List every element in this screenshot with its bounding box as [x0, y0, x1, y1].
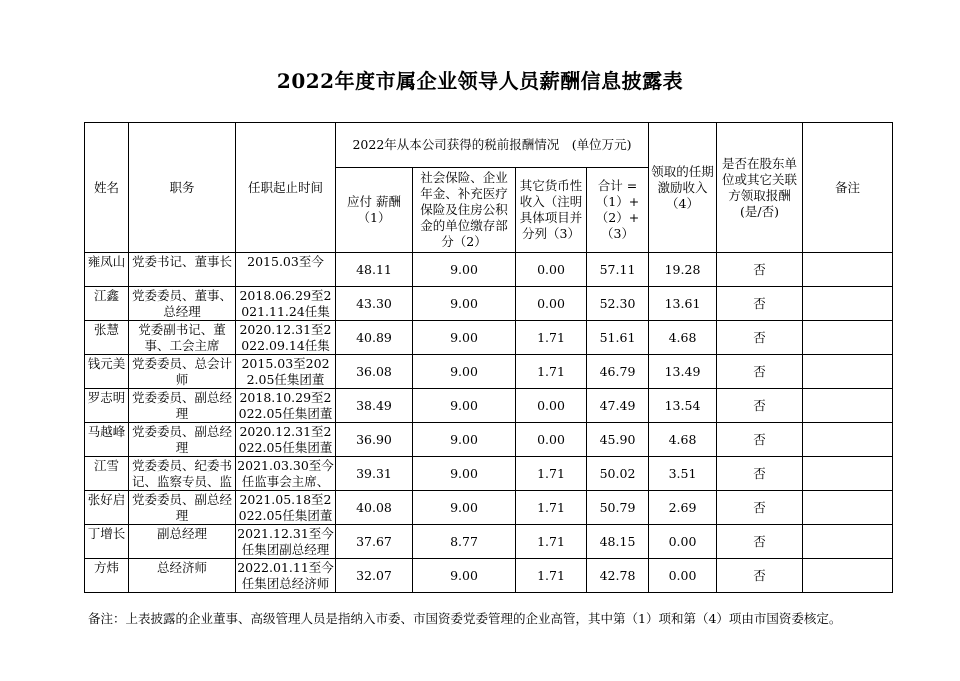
- cell-name: [85, 253, 129, 287]
- header-remark: 备注: [803, 123, 893, 253]
- table-row: [85, 321, 893, 355]
- cell-term-text: 2021.03.30至今任监事会主席、: [237, 458, 334, 489]
- cell-name: [85, 457, 129, 491]
- cell-name-text: 江鑫: [93, 288, 119, 303]
- header-position: 职务: [129, 123, 236, 253]
- cell-position-text: 党委委员、纪委书记、监察专员、监: [131, 458, 232, 489]
- cell-position-text: 副总经理: [156, 526, 207, 541]
- cell-related-party: 否: [717, 321, 803, 355]
- cell-incentive: 0.00: [649, 525, 717, 559]
- cell-salary: 36.08: [336, 355, 413, 389]
- cell-other-income: 1.71: [516, 321, 587, 355]
- cell-remark: [803, 389, 893, 423]
- cell-related-party: 否: [717, 253, 803, 287]
- cell-related-party: 否: [717, 525, 803, 559]
- cell-social-insurance: 9.00: [413, 355, 516, 389]
- cell-term: [236, 389, 336, 423]
- header-incentive: 领取的任期激励收入（4）: [649, 123, 717, 253]
- cell-remark: [803, 559, 893, 593]
- cell-related-party: 否: [717, 491, 803, 525]
- cell-total: 42.78: [587, 559, 649, 593]
- cell-name-text: 罗志明: [87, 390, 126, 405]
- cell-term-text: 2021.12.31至今任集团副总经理: [237, 526, 334, 557]
- cell-name-text: 张好启: [87, 492, 126, 507]
- cell-term-text: 2015.03至今: [247, 254, 324, 269]
- cell-other-income: 1.71: [516, 559, 587, 593]
- cell-name: [85, 321, 129, 355]
- table-row: [85, 253, 893, 287]
- header-other-income: 其它货币性收入（注明具体项目并分列（3）: [516, 168, 587, 253]
- cell-name-text: 张慧: [93, 322, 119, 337]
- cell-term: [236, 355, 336, 389]
- cell-position-text: 党委委员、副总经理: [131, 390, 232, 421]
- header-term: 任职起止时间: [236, 123, 336, 253]
- cell-salary: 37.67: [336, 525, 413, 559]
- table-row: [85, 559, 893, 593]
- header-social-insurance: 社会保险、企业年金、补充医疗保险及住房公积金的单位缴存部分（2）: [413, 168, 516, 253]
- cell-position: [129, 287, 236, 321]
- cell-term: [236, 525, 336, 559]
- cell-salary: 36.90: [336, 423, 413, 457]
- cell-total: 57.11: [587, 253, 649, 287]
- cell-position: [129, 253, 236, 287]
- cell-total: 50.02: [587, 457, 649, 491]
- header-name: 姓名: [85, 123, 129, 253]
- cell-related-party: 否: [717, 287, 803, 321]
- cell-salary: 40.08: [336, 491, 413, 525]
- cell-remark: [803, 525, 893, 559]
- cell-term: [236, 491, 336, 525]
- cell-total: 46.79: [587, 355, 649, 389]
- cell-social-insurance: 8.77: [413, 525, 516, 559]
- cell-term: [236, 423, 336, 457]
- cell-position: [129, 525, 236, 559]
- cell-salary: 32.07: [336, 559, 413, 593]
- cell-remark: [803, 491, 893, 525]
- cell-remark: [803, 321, 893, 355]
- cell-remark: [803, 423, 893, 457]
- cell-position-text: 党委委员、副总经理: [131, 424, 232, 455]
- cell-term: [236, 287, 336, 321]
- cell-position: [129, 389, 236, 423]
- cell-position-text: 党委委员、总会计师: [131, 356, 232, 387]
- cell-position-text: 党委委员、董事、总经理: [131, 288, 232, 319]
- footnote: 备注：上表披露的企业董事、高级管理人员是指纳入市委、市国资委党委管理的企业高管，其中第（1）项和第（4）项由市国资委核定。: [88, 611, 842, 626]
- cell-position: [129, 321, 236, 355]
- cell-related-party: 否: [717, 559, 803, 593]
- cell-total: 52.30: [587, 287, 649, 321]
- cell-social-insurance: 9.00: [413, 491, 516, 525]
- cell-term: [236, 321, 336, 355]
- header-salary: 应付 薪酬（1）: [336, 168, 413, 253]
- cell-other-income: 1.71: [516, 525, 587, 559]
- salary-disclosure-table: [84, 122, 893, 593]
- cell-term-text: 2022.01.11至今任集团总经济师: [237, 560, 334, 591]
- cell-position: [129, 491, 236, 525]
- cell-related-party: 否: [717, 457, 803, 491]
- cell-salary: 48.11: [336, 253, 413, 287]
- table-row: [85, 491, 893, 525]
- cell-term-text: 2020.12.31至2022.05任集团董: [238, 424, 333, 455]
- header-row-1: [85, 123, 893, 168]
- cell-name-text: 方炜: [93, 560, 119, 575]
- cell-name-text: 丁增长: [87, 526, 126, 541]
- cell-position: [129, 457, 236, 491]
- cell-related-party: 否: [717, 389, 803, 423]
- cell-position: [129, 559, 236, 593]
- cell-position: [129, 423, 236, 457]
- cell-term-text: 2021.05.18至2022.05任集团董: [238, 492, 333, 523]
- cell-term-text: 2018.06.29至2021.11.24任集: [239, 288, 332, 319]
- table-row: [85, 355, 893, 389]
- cell-term: [236, 457, 336, 491]
- cell-remark: [803, 457, 893, 491]
- header-total: 合计 =（1）+（2）+（3）: [587, 168, 649, 253]
- cell-salary: 38.49: [336, 389, 413, 423]
- cell-position-text: 党委副书记、董事、工会主席: [138, 322, 226, 353]
- cell-social-insurance: 9.00: [413, 389, 516, 423]
- cell-total: 45.90: [587, 423, 649, 457]
- cell-incentive: 13.61: [649, 287, 717, 321]
- cell-other-income: 1.71: [516, 491, 587, 525]
- cell-incentive: 19.28: [649, 253, 717, 287]
- cell-other-income: 0.00: [516, 389, 587, 423]
- cell-remark: [803, 287, 893, 321]
- cell-total: 50.79: [587, 491, 649, 525]
- cell-term-text: 2018.10.29至2022.05任集团董: [238, 390, 333, 421]
- cell-position-text: 党委书记、董事长: [131, 254, 232, 269]
- cell-term-text: 2020.12.31至2022.09.14任集: [239, 322, 332, 353]
- cell-term: [236, 559, 336, 593]
- cell-social-insurance: 9.00: [413, 287, 516, 321]
- cell-position: [129, 355, 236, 389]
- data-rows: [85, 253, 893, 593]
- cell-other-income: 0.00: [516, 253, 587, 287]
- cell-incentive: 13.54: [649, 389, 717, 423]
- cell-social-insurance: 9.00: [413, 321, 516, 355]
- cell-name: [85, 287, 129, 321]
- cell-other-income: 0.00: [516, 423, 587, 457]
- cell-total: 51.61: [587, 321, 649, 355]
- cell-incentive: 4.68: [649, 423, 717, 457]
- cell-related-party: 否: [717, 423, 803, 457]
- cell-social-insurance: 9.00: [413, 423, 516, 457]
- cell-other-income: 0.00: [516, 287, 587, 321]
- cell-total: 48.15: [587, 525, 649, 559]
- cell-salary: 40.89: [336, 321, 413, 355]
- cell-incentive: 2.69: [649, 491, 717, 525]
- cell-position-text: 党委委员、副总经理: [131, 492, 232, 523]
- cell-name: [85, 423, 129, 457]
- cell-incentive: 13.49: [649, 355, 717, 389]
- cell-incentive: 4.68: [649, 321, 717, 355]
- header-pay-group: 2022年从本公司获得的税前报酬情况 (单位万元): [336, 123, 649, 168]
- cell-remark: [803, 253, 893, 287]
- header-related-party: 是否在股东单位或其它关联方领取报酬(是/否): [717, 123, 803, 253]
- cell-total: 47.49: [587, 389, 649, 423]
- cell-name-text: 钱元美: [87, 356, 126, 371]
- cell-name: [85, 525, 129, 559]
- cell-social-insurance: 9.00: [413, 253, 516, 287]
- cell-salary: 39.31: [336, 457, 413, 491]
- cell-name-text: 江雪: [93, 458, 119, 473]
- cell-remark: [803, 355, 893, 389]
- cell-name: [85, 389, 129, 423]
- table-row: [85, 389, 893, 423]
- cell-social-insurance: 9.00: [413, 457, 516, 491]
- cell-incentive: 3.51: [649, 457, 717, 491]
- cell-name: [85, 355, 129, 389]
- cell-position-text: 总经济师: [156, 560, 207, 575]
- cell-salary: 43.30: [336, 287, 413, 321]
- cell-social-insurance: 9.00: [413, 559, 516, 593]
- cell-name: [85, 491, 129, 525]
- table-row: [85, 287, 893, 321]
- cell-incentive: 0.00: [649, 559, 717, 593]
- cell-name-text: 雍凤山: [87, 254, 126, 269]
- table-row: [85, 457, 893, 491]
- cell-term: [236, 253, 336, 287]
- cell-term-text: 2015.03至2022.05任集团董: [241, 356, 330, 387]
- cell-related-party: 否: [717, 355, 803, 389]
- cell-other-income: 1.71: [516, 457, 587, 491]
- cell-other-income: 1.71: [516, 355, 587, 389]
- table-row: [85, 423, 893, 457]
- document-title: 2022年度市属企业领导人员薪酬信息披露表: [276, 69, 684, 93]
- cell-name: [85, 559, 129, 593]
- cell-name-text: 马越峰: [87, 424, 126, 439]
- table-row: [85, 525, 893, 559]
